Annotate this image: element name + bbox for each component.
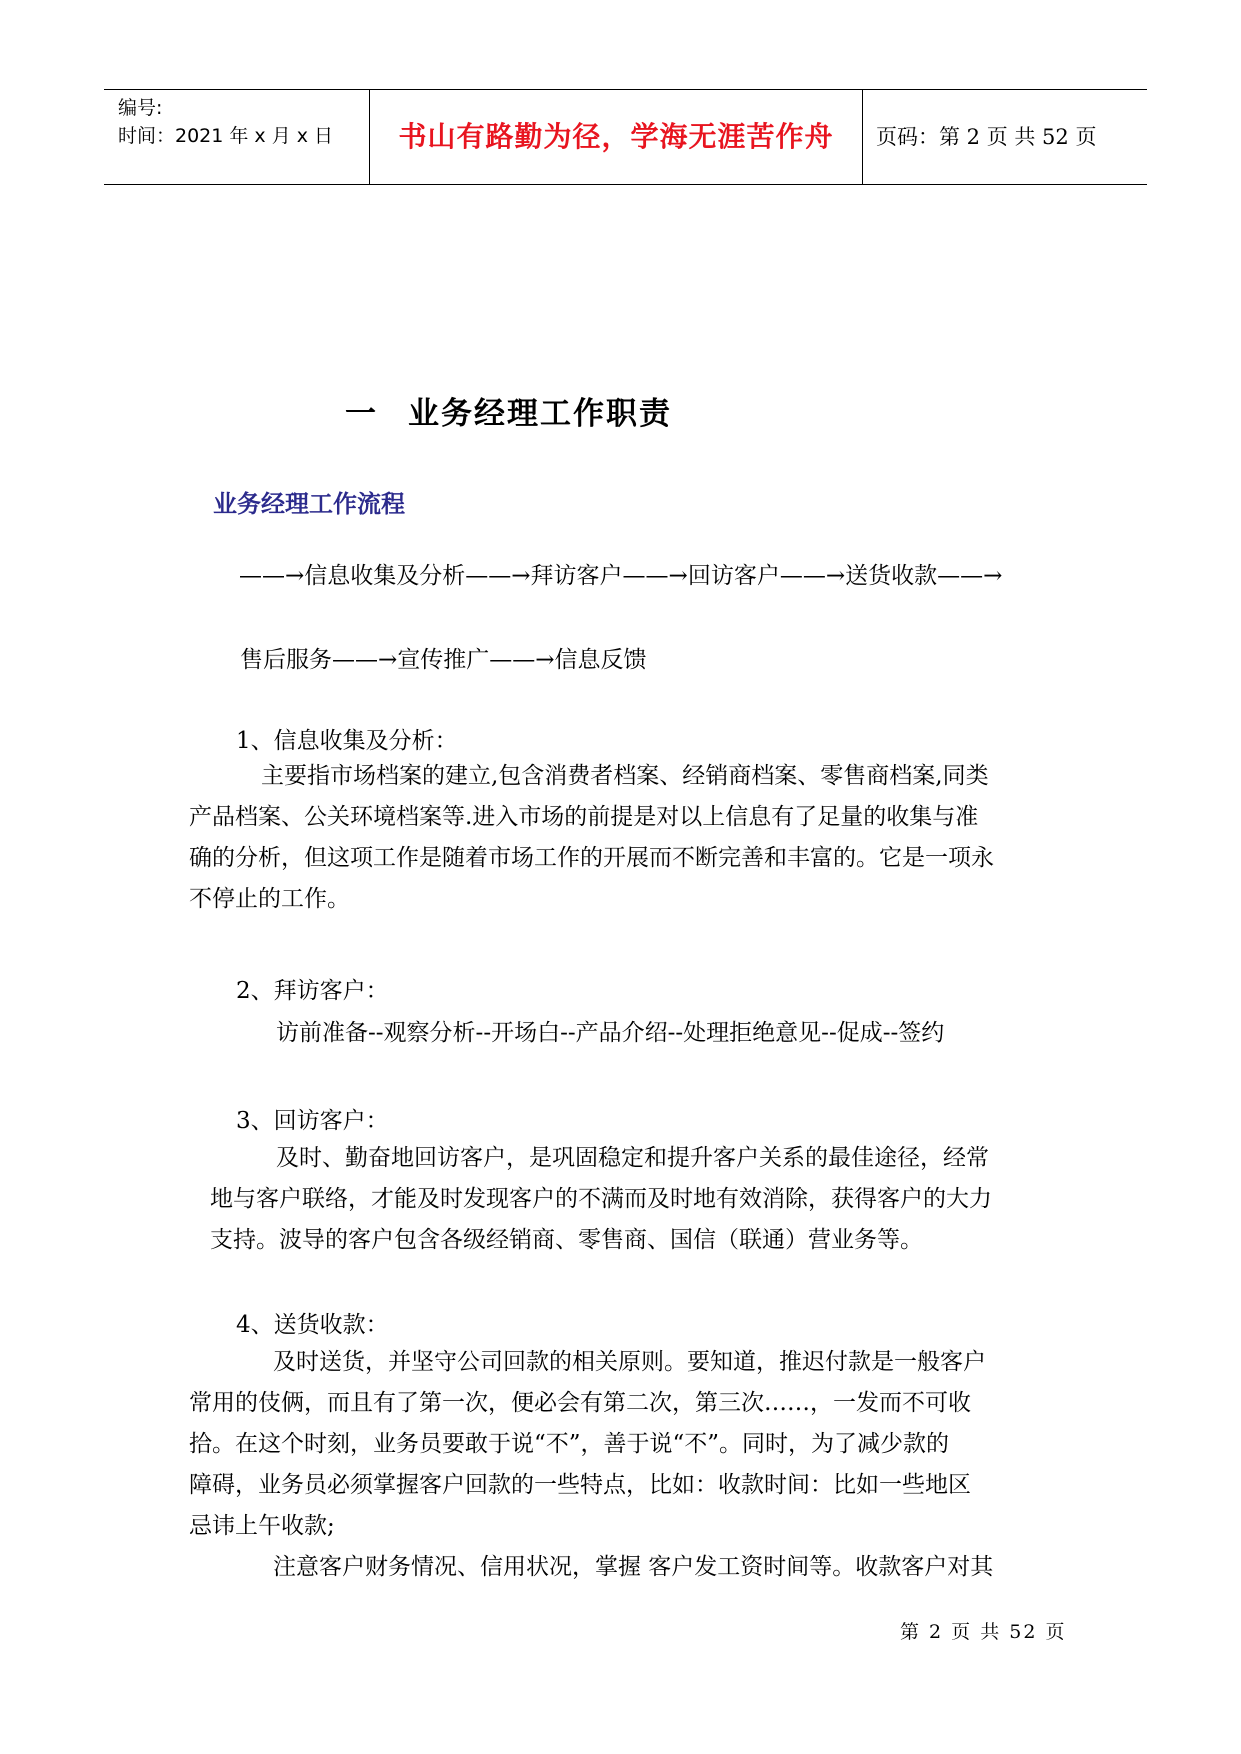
section-1-line: 不停止的工作。 [189, 886, 350, 912]
section-subtitle: 业务经理工作流程 [213, 490, 405, 518]
section-3-body [210, 1138, 1076, 1261]
section-4-line: 忌讳上午收款; [189, 1513, 335, 1539]
section-4-line: 及时送货，并坚守公司回款的相关原则。要知道，推迟付款是一般客户 [273, 1349, 986, 1375]
header-divider-right [862, 90, 863, 184]
header-motto: 书山有路勤为径，学海无涯苦作舟 [398, 120, 834, 153]
workflow-line-2: 售后服务——→宣传推广——→信息反馈 [240, 647, 647, 673]
page-header [104, 89, 1147, 185]
serial-label: 编号: [118, 97, 163, 119]
section-4-body [189, 1342, 1055, 1588]
time-label: 时间：2021 年 x 月 x 日 [118, 125, 334, 147]
chapter-title [345, 388, 672, 433]
chapter-title-text: 业务经理工作职责 [408, 396, 672, 432]
section-2-body [276, 1013, 1142, 1054]
section-4-heading: 4、送货收款： [236, 1312, 389, 1338]
section-1-line: 产品档案、公关环境档案等.进入市场的前提是对以上信息有了足量的收集与准 [189, 804, 979, 830]
header-meta [118, 94, 333, 150]
section-1-line: 确的分析，但这项工作是随着市场工作的开展而不断完善和丰富的。它是一项永 [189, 845, 994, 871]
section-4-line: 拾。在这个时刻，业务员要敢于说“不”，善于说“不”。同时，为了减少款的 [189, 1431, 950, 1457]
section-3-line: 及时、勤奋地回访客户，是巩固稳定和提升客户关系的最佳途径，经常 [276, 1145, 989, 1171]
section-3-line: 地与客户联络，才能及时发现客户的不满而及时地有效消除，获得客户的大力 [210, 1186, 992, 1212]
header-page-info: 页码：第 2 页 共 52 页 [876, 125, 1097, 149]
page-footer: 第 2 页 共 52 页 [900, 1621, 1067, 1643]
section-1-heading: 1、信息收集及分析： [236, 728, 458, 754]
section-3-line: 支持。波导的客户包含各级经销商、零售商、国信（联通）营业务等。 [210, 1227, 923, 1253]
section-4-line: 障碍，业务员必须掌握客户回款的一些特点，比如：收款时间：比如一些地区 [189, 1472, 971, 1498]
section-2-heading: 2、拜访客户： [236, 978, 389, 1004]
section-4-line: 常用的伎俩，而且有了第一次，便必会有第二次，第三次……，一发而不可收 [189, 1390, 971, 1416]
section-4-line: 注意客户财务情况、信用状况，掌握 客户发工资时间等。收款客户对其 [273, 1554, 994, 1580]
section-1-body [189, 756, 1055, 920]
section-1-line: 主要指市场档案的建立,包含消费者档案、经销商档案、零售商档案,同类 [261, 763, 989, 789]
chapter-number: 一 [345, 396, 378, 432]
section-3-heading: 3、回访客户： [236, 1108, 389, 1134]
section-2-line: 访前准备--观察分析--开场白--产品介绍--处理拒绝意见--促成--签约 [276, 1020, 945, 1046]
workflow-line-1: ——→信息收集及分析——→拜访客户——→回访客户——→送货收款——→ [239, 563, 1003, 589]
